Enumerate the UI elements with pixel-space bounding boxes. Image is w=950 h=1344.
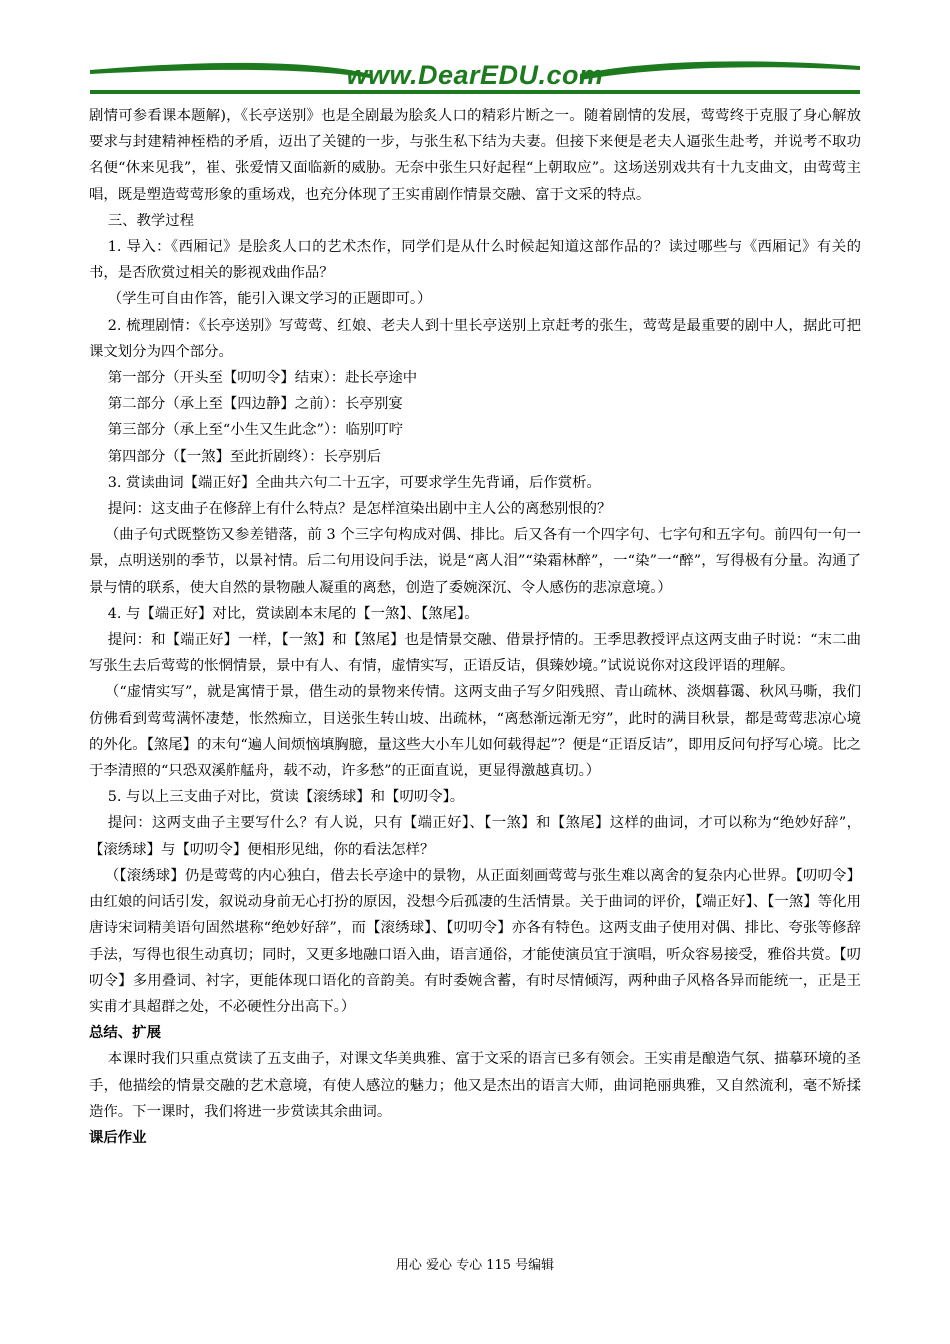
paragraph: 剧情可参看课本题解)，《长亭送别》也是全剧最为脍炙人口的精彩片断之一。随着剧情的发展，莺莺终于克服了身心解放要求与封建精神桎梏的矛盾，迈出了关键的一步，与张生私下结为夫妻。但接下来便是老夫人逼张生赴考，并说考不取功名便“休来见我”，崔、张爱情又面临新的威胁。无奈中张生只好起程“上朝取应”。这场送别戏共有十九支曲文，由莺莺主唱，既是塑造莺莺形象的重场戏，也充分体现了王实甫剧作情景交融、富于文采的特点。 <box>89 108 861 203</box>
paragraph: 1. 导入：《西厢记》是脍炙人口的艺术杰作，同学们是从什么时候起知道这部作品的？读过哪些与《西厢记》有关的书，是否欣赏过相关的影视戏曲作品？ <box>89 239 861 282</box>
document-body <box>89 103 861 1151</box>
paragraph: 4. 与【端正好】对比，赏读剧本末尾的【一煞】、【煞尾】。 <box>107 605 479 622</box>
section-heading: 总结、扩展 <box>89 1024 161 1042</box>
paragraph: 提问：和【端正好】一样，【一煞】和【煞尾】也是情景交融、借景抒情的。王季思教授评点这两支曲子时说：“末二曲写张生去后莺莺的怅惘情景，景中有人、有情，虚情实写，正语反诘，俱臻妙境。”试说说你对这段评语的理解。 <box>89 632 861 675</box>
paragraph: （曲子句式既整饬又参差错落，前 3 个三字句构成对偶、排比。后又各有一个四字句、七字句和五字句。前四句一句一景，点明送别的季节，以景衬情。后二句用设问手法，说是“离人泪”“染霜林醉”，一“染”一“醉”，写得极有分量。沟通了景与情的联系，使大自然的景物融人凝重的离愁，创造了委婉深沉、令人感伤的悲凉意境。） <box>89 527 861 596</box>
paragraph: 本课时我们只重点赏读了五支曲子，对课文华美典雅、富于文采的语言已多有领会。王实甫是酿造气氛、描摹环境的圣手，他描绘的情景交融的艺术意境，有使人感泣的魅力；他又是杰出的语言大师，曲词艳丽典雅，又自然流利，毫不矫揉造作。下一课时，我们将进一步赏读其余曲词。 <box>89 1051 861 1120</box>
page-footer: 用心 爱心 专心 115 号编辑 <box>395 1258 555 1273</box>
paragraph: 提问：这支曲子在修辞上有什么特点？是怎样渲染出剧中主人公的离愁别恨的？ <box>107 501 612 518</box>
paragraph: 提问：这两支曲子主要写什么？有人说，只有【端正好】、【一煞】和【煞尾】这样的曲词，才可以称为“绝妙好辞”，【滚绣球】与【叨叨令】便相形见绌，你的看法怎样？ <box>89 815 861 858</box>
paragraph: 第二部分（承上至【四边静】之前）：长亭别宴 <box>107 396 403 413</box>
paragraph: （【滚绣球】仍是莺莺的内心独白，借去长亭途中的景物，从正面刻画莺莺与张生难以离舍的复杂内心世界。【叨叨令】由红娘的问话引发，叙说动身前无心打扮的原因，没想今后孤凄的生活情景。关于曲词的评价，【端正好】、【一煞】等化用唐诗宋词精美语句固然堪称“绝妙好辞”，而【滚绣球】、【叨叨令】亦各有特色。这两支曲子使用对偶、排比、夸张等修辞手法，写得也很生动真切；同时，又更多地融口语入曲，语言通俗，才能使演员宜于演唱，听众容易接受，雅俗共赏。【叨叨令】多用叠词、衬字，更能体现口语化的音韵美。有时委婉含蓄，有时尽情倾泻，两种曲子风格各异而能统一，正是王实甫才具超群之处，不必硬性分出高下。） <box>89 867 861 1015</box>
paragraph: 2. 梳理剧情：《长亭送别》写莺莺、红娘、老夫人到十里长亭送别上京赶考的张生，莺莺是最重要的剧中人，据此可把课文划分为四个部分。 <box>89 317 861 360</box>
site-logo-text: www.DearEDU.com <box>346 60 604 90</box>
site-header-banner <box>90 56 860 100</box>
paragraph: 第四部分（【一煞】至此折剧终）：长亭别后 <box>107 448 382 465</box>
section-heading: 课后作业 <box>89 1128 147 1146</box>
paragraph: 5. 与以上三支曲子对比，赏读【滚绣球】和【叨叨令】。 <box>107 789 465 806</box>
paragraph: 第一部分（开头至【叨叨令】结束）：赴长亭途中 <box>107 370 418 387</box>
paragraph: 3. 赏读曲词【端正好】全曲共六句二十五字，可要求学生先背诵，后作赏析。 <box>107 474 601 491</box>
paragraph: （学生可自由作答，能引入课文学习的正题即可。） <box>107 291 432 308</box>
paragraph: 三、教学过程 <box>107 212 195 229</box>
paragraph: 第三部分（承上至“小生又生此念”）：临别叮咛 <box>107 422 404 439</box>
paragraph: （“虚情实写”，就是寓情于景，借生动的景物来传情。这两支曲子写夕阳残照、青山疏林、淡烟暮霭、秋风马嘶，我们仿佛看到莺莺满怀凄楚，怅然痴立，目送张生转山坡、出疏林，“离愁渐远渐无穷”，此时的满目秋景，都是莺莺悲凉心境的外化。【煞尾】的末句“遍人间烦恼填胸臆，量这些大小车儿如何载得起”？便是“正语反诘”，即用反问句抒写心境。比之于李清照的“只恐双溪舴艋舟，载不动，许多愁”的正面直说，更显得激越真切。） <box>89 684 861 780</box>
